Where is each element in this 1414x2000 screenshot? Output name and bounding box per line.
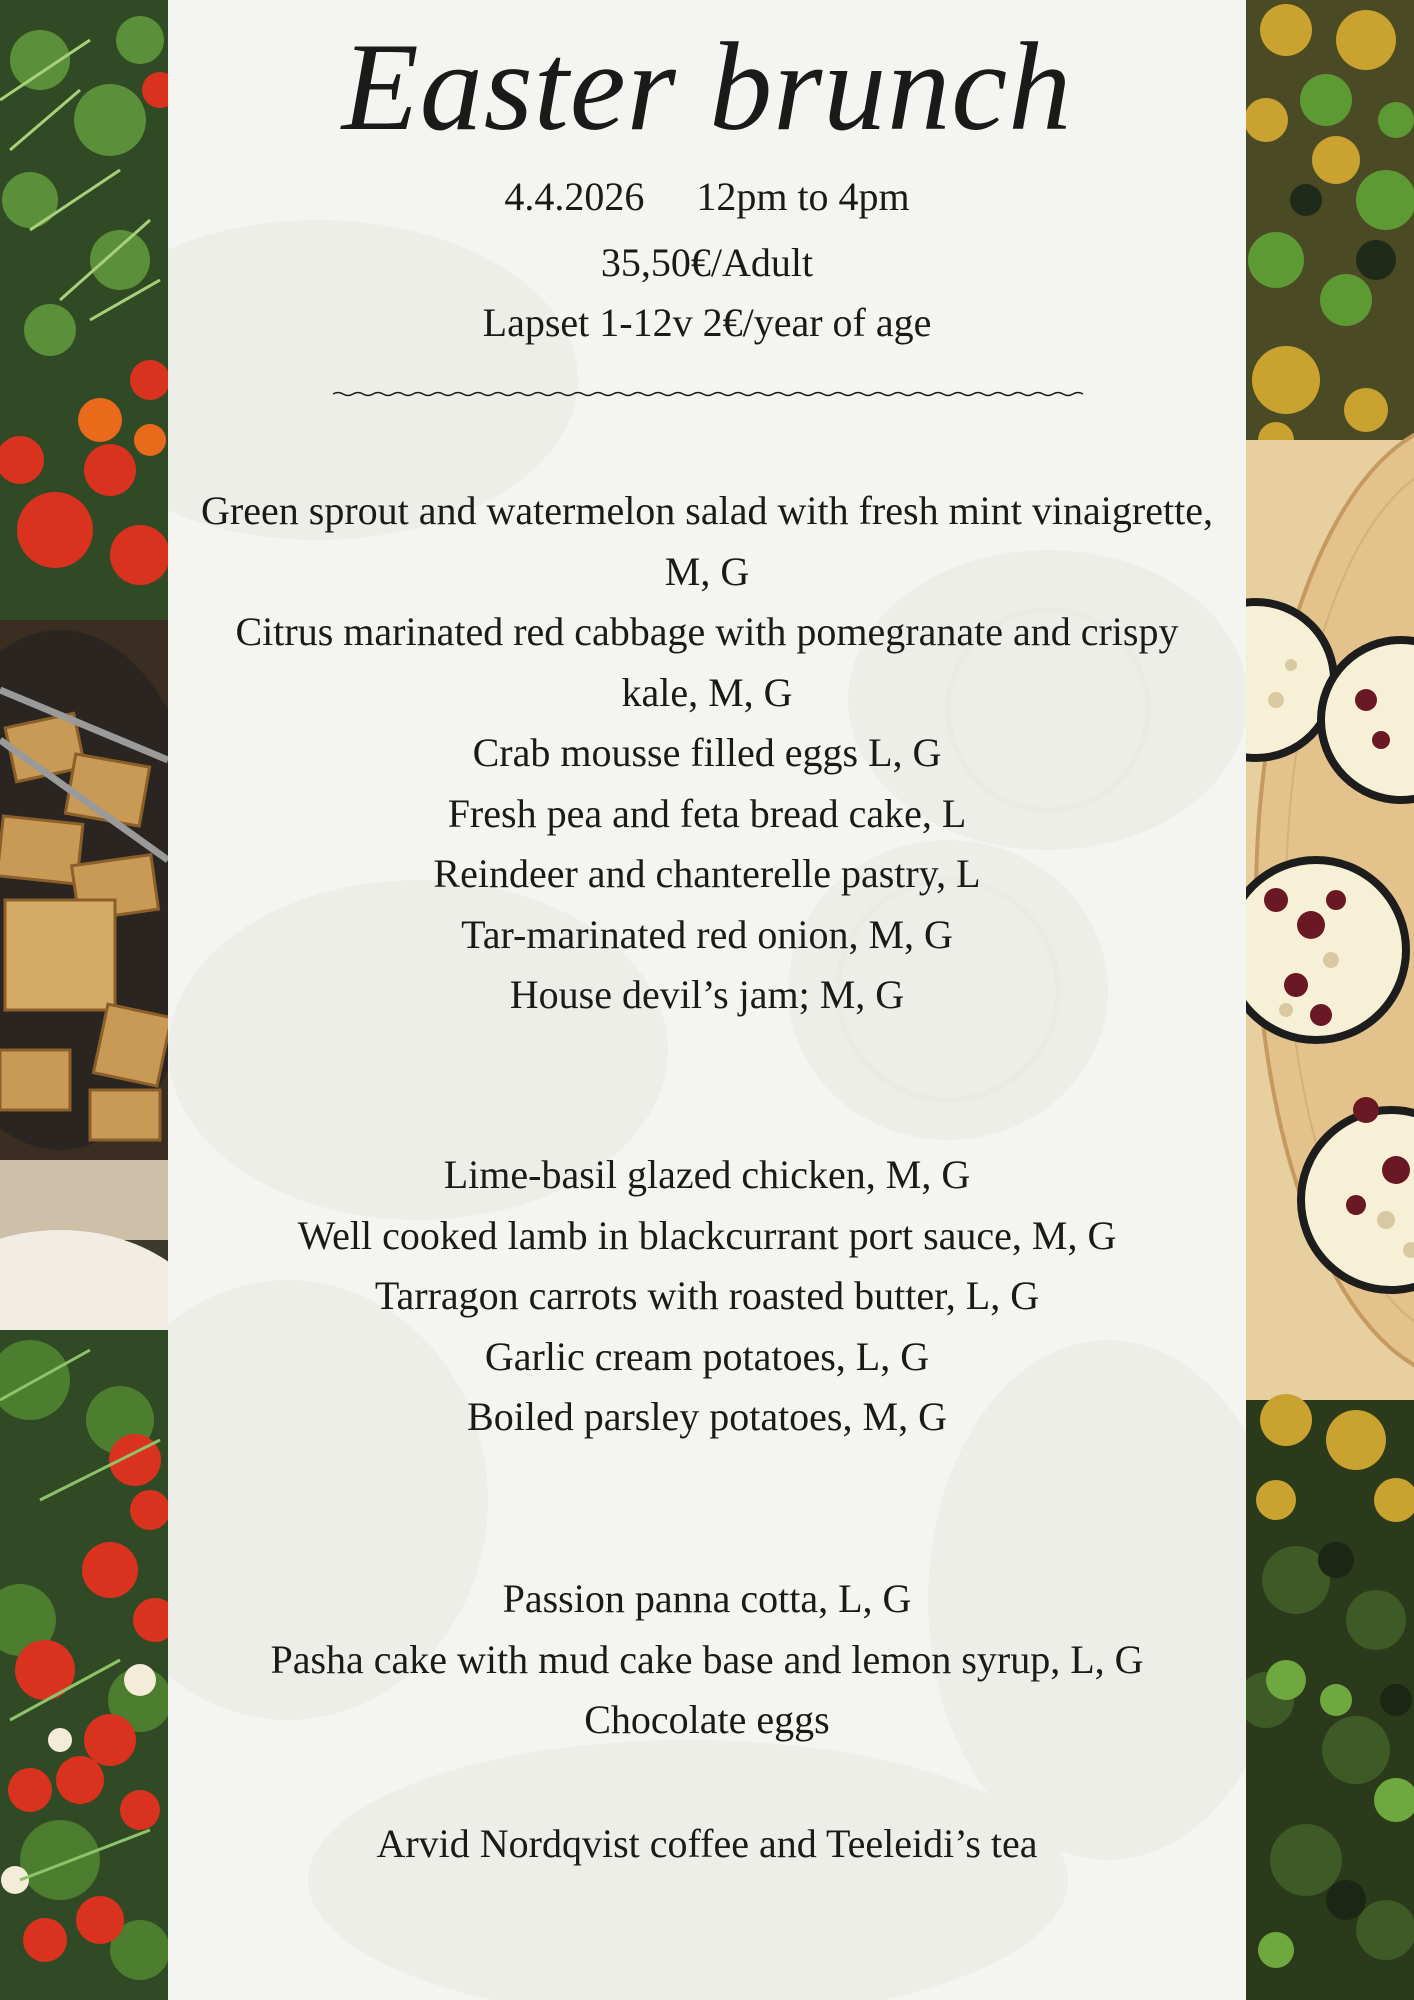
page-title: Easter brunch — [341, 18, 1073, 157]
menu-drinks: Arvid Nordqvist coffee and Teeleidi’s tea — [376, 1821, 1038, 1866]
menu-item: Tar-marinated red onion, M, G — [461, 911, 953, 957]
menu-item: Garlic cream potatoes, L, G — [484, 1333, 930, 1379]
menu-panel — [168, 0, 1246, 2000]
price-adult: 35,50€/Adult — [600, 240, 814, 285]
menu-item: Well cooked lamb in blackcurrant port sauce, M, G — [297, 1212, 1117, 1258]
wavy-divider — [333, 382, 1083, 406]
menu-item: Tarragon carrots with roasted butter, L, G — [374, 1273, 1040, 1318]
menu-mains — [168, 1145, 1246, 1448]
event-date: 4.4.2026 — [504, 174, 645, 219]
menu-item: Pasha cake with mud cake base and lemon syrup, L, G — [270, 1636, 1144, 1682]
menu-item: Crab mousse filled eggs L, G — [472, 730, 942, 775]
menu-item: Passion panna cotta, L, G — [502, 1576, 912, 1621]
food-photo-right — [1246, 0, 1414, 2000]
food-photo-left — [0, 0, 168, 2000]
menu-desserts — [168, 1569, 1246, 1751]
price-kids: Lapset 1-12v 2€/year of age — [482, 300, 932, 345]
event-datetime — [168, 172, 1246, 222]
menu-item: Lime-basil glazed chicken, M, G — [443, 1152, 971, 1197]
menu-item: Boiled parsley potatoes, M, G — [467, 1394, 947, 1439]
menu-item: Fresh pea and feta bread cake, L — [447, 790, 967, 836]
menu-item: Green sprout and watermelon salad with fresh mint vinaigrette, M, G — [201, 488, 1213, 594]
event-time: 12pm to 4pm — [696, 174, 910, 219]
menu-item: Citrus marinated red cabbage with pomegranate and crispy kale, M, G — [235, 609, 1179, 715]
menu-item: Chocolate eggs — [584, 1697, 830, 1742]
menu-starters — [168, 481, 1246, 1026]
menu-item: House devil’s jam; M, G — [509, 972, 905, 1017]
menu-item: Reindeer and chanterelle pastry, L — [433, 851, 981, 896]
